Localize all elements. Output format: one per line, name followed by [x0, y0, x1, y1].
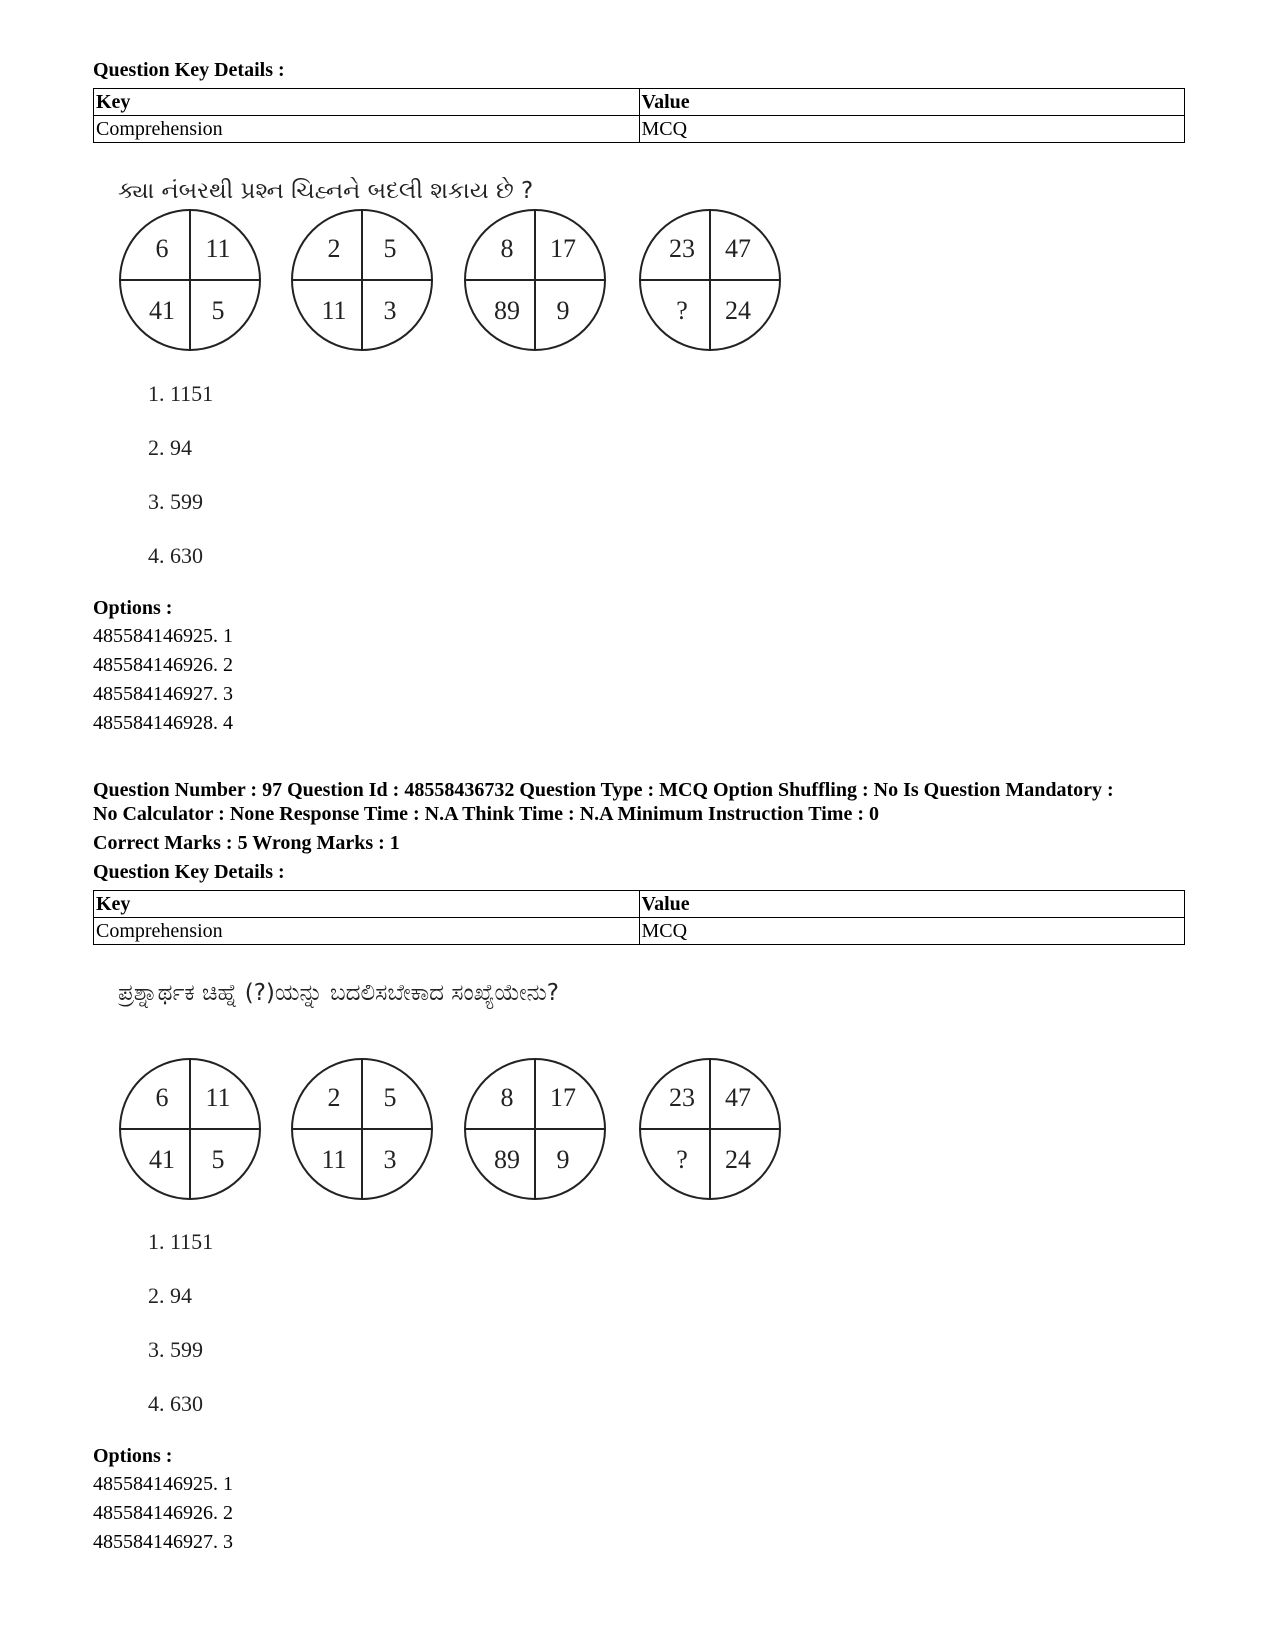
key-value-table: [93, 88, 1185, 143]
option-item: 485584146927. 3: [93, 683, 233, 705]
option-item: 485584146927. 3: [93, 1531, 233, 1553]
circle-value: 11: [205, 234, 231, 263]
circle-value: 41: [149, 296, 175, 325]
options-label: Options :: [93, 1445, 173, 1467]
option-item: 485584146925. 1: [93, 625, 233, 647]
circle-value: 23: [669, 234, 695, 263]
puzzle-circle: [640, 1059, 780, 1199]
puzzle-circle: [465, 210, 605, 350]
table-cell-value: MCQ: [639, 116, 1185, 143]
circle-value: 24: [725, 296, 751, 325]
circle-value: 47: [725, 1083, 751, 1112]
answer-choice: 3. 599: [148, 1337, 203, 1362]
answer-choice: 4. 630: [148, 543, 203, 568]
circle-value: 41: [149, 1145, 175, 1174]
question-text: ಪ್ರಶ್ನಾರ್ಥಕ ಚಿಹ್ನೆ (?)ಯನ್ನು ಬದಲಿಸಬೇಕಾದ ಸಂಖ್ಯೆಯೇನು?: [118, 980, 559, 1006]
circle-value: 2: [327, 1083, 341, 1112]
circle-value: 47: [725, 234, 751, 263]
circle-value: 6: [155, 234, 169, 263]
circle-puzzle-figure: [110, 205, 800, 355]
table-header-key: Key: [94, 89, 640, 116]
circle-value: 24: [725, 1145, 751, 1174]
puzzle-circle: [292, 210, 432, 350]
question-meta-line: Question Number : 97 Question Id : 48558436732 Question Type : MCQ Option Shuffling : No Is Question Mandatory :: [93, 779, 1114, 801]
circle-value: 11: [321, 1145, 347, 1174]
question-meta-line: No Calculator : None Response Time : N.A Think Time : N.A Minimum Instruction Time : 0: [93, 803, 879, 825]
answer-choice: 2. 94: [148, 435, 192, 460]
circle-value: 9: [556, 1145, 570, 1174]
circle-value: ?: [676, 296, 688, 325]
circle-value: 23: [669, 1083, 695, 1112]
circle-value: 8: [500, 234, 514, 263]
circle-value: 17: [550, 234, 576, 263]
puzzle-circle: [640, 210, 780, 350]
circle-value: 89: [494, 296, 520, 325]
marks-line: Correct Marks : 5 Wrong Marks : 1: [93, 832, 400, 854]
options-label: Options :: [93, 597, 173, 619]
answer-choice: 3. 599: [148, 489, 203, 514]
circle-value: 6: [155, 1083, 169, 1112]
option-item: 485584146926. 2: [93, 654, 233, 676]
circle-value: 3: [383, 1145, 397, 1174]
table-cell-key: Comprehension: [94, 918, 640, 945]
circle-puzzle-figure: [110, 1054, 800, 1204]
key-details-label: Question Key Details :: [93, 861, 285, 883]
table-header-value: Value: [639, 89, 1185, 116]
circle-value: 3: [383, 296, 397, 325]
circle-value: 2: [327, 234, 341, 263]
key-value-table: [93, 890, 1185, 945]
table-cell-key: Comprehension: [94, 116, 640, 143]
answer-choice: 2. 94: [148, 1283, 192, 1308]
circle-value: 5: [211, 1145, 225, 1174]
table-header-value: Value: [639, 891, 1185, 918]
circle-value: ?: [676, 1145, 688, 1174]
circle-value: 17: [550, 1083, 576, 1112]
puzzle-circle: [120, 1059, 260, 1199]
option-item: 485584146928. 4: [93, 712, 233, 734]
circle-value: 11: [205, 1083, 231, 1112]
question-text: ક્યા નંબરથી પ્રશ્ન ચિહ્નને બદલી શકાય છે ?: [118, 178, 534, 204]
circle-value: 8: [500, 1083, 514, 1112]
puzzle-circle: [465, 1059, 605, 1199]
answer-choice: 1. 1151: [148, 381, 214, 406]
circle-value: 9: [556, 296, 570, 325]
option-item: 485584146926. 2: [93, 1502, 233, 1524]
key-details-label: Question Key Details :: [93, 59, 285, 81]
circle-value: 11: [321, 296, 347, 325]
circle-value: 5: [383, 234, 397, 263]
table-header-key: Key: [94, 891, 640, 918]
circle-value: 89: [494, 1145, 520, 1174]
puzzle-circle: [120, 210, 260, 350]
answer-choice: 4. 630: [148, 1391, 203, 1416]
answer-choice: 1. 1151: [148, 1229, 214, 1254]
circle-value: 5: [211, 296, 225, 325]
puzzle-circle: [292, 1059, 432, 1199]
circle-value: 5: [383, 1083, 397, 1112]
table-cell-value: MCQ: [639, 918, 1185, 945]
option-item: 485584146925. 1: [93, 1473, 233, 1495]
